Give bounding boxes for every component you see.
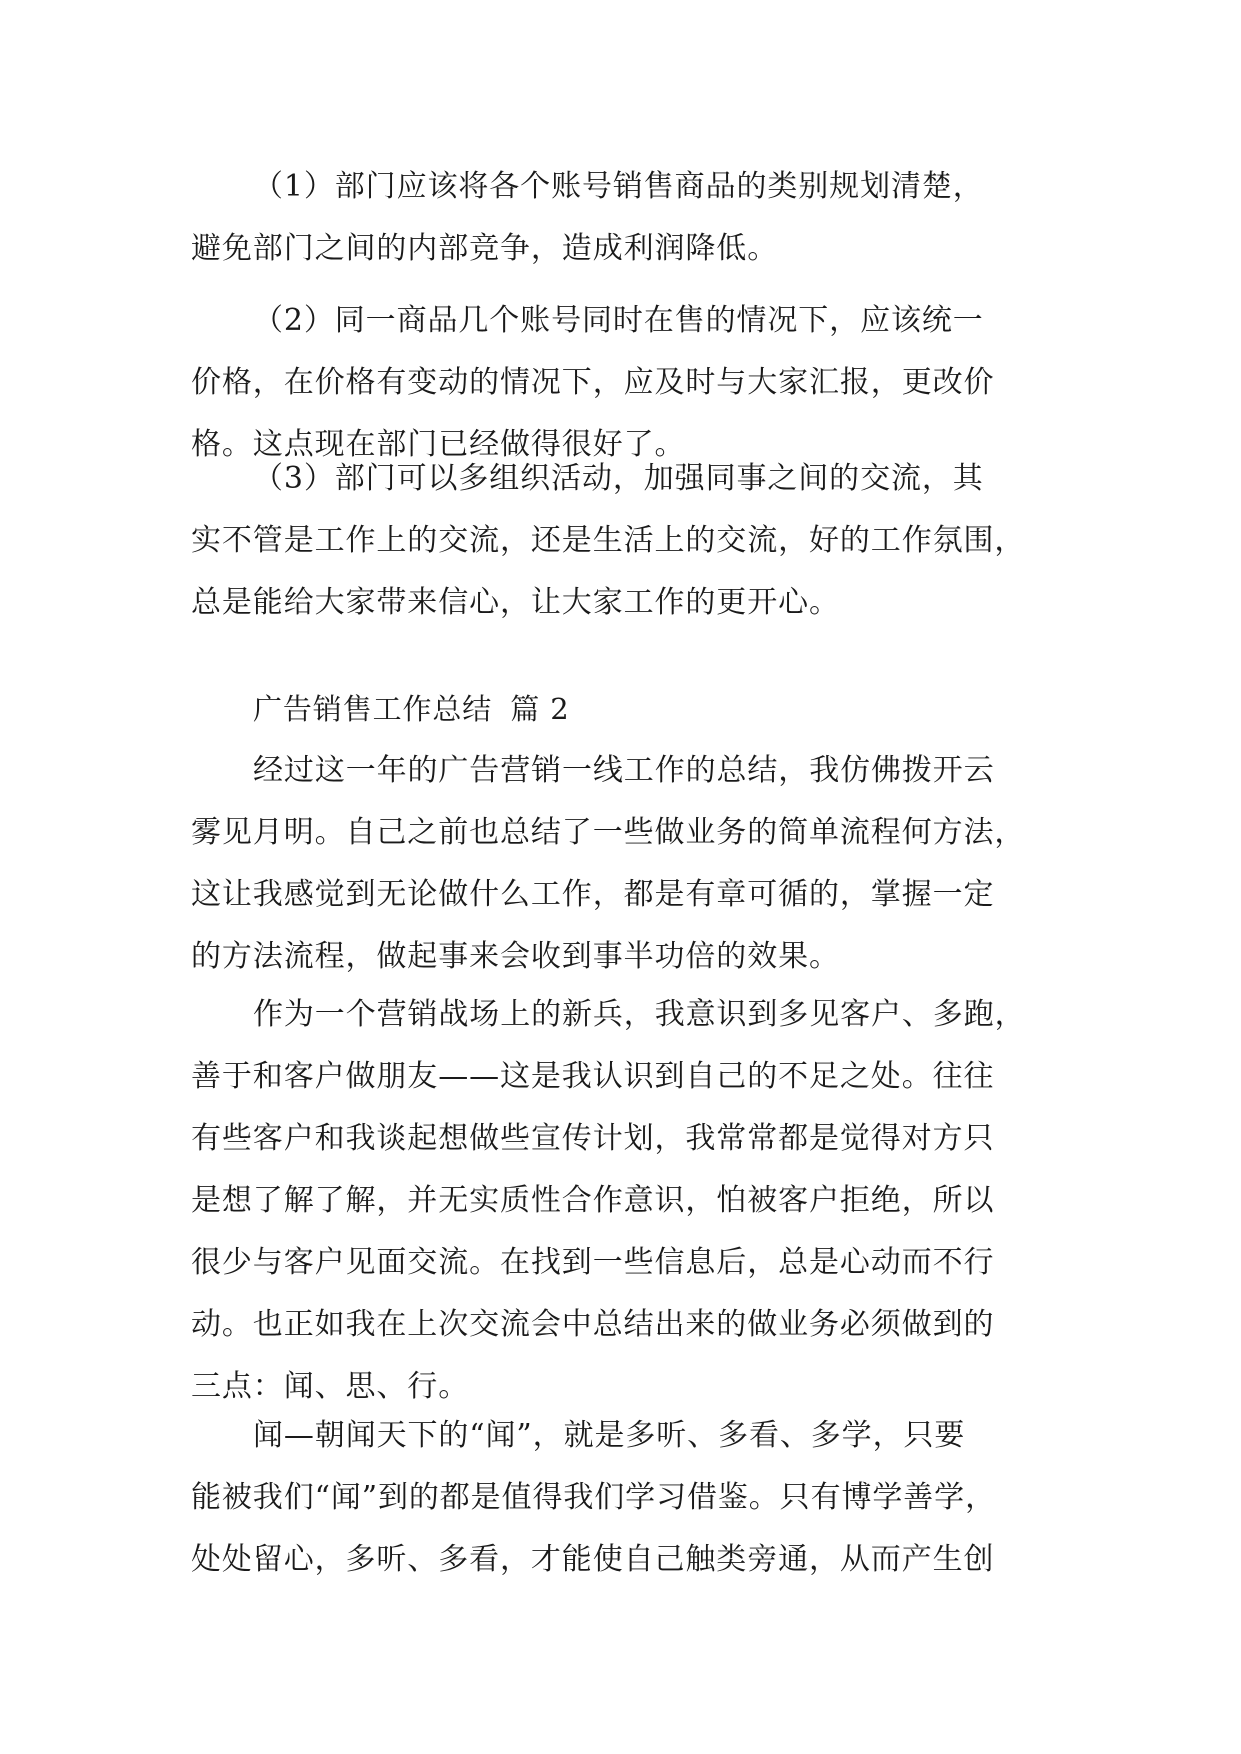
heading-part: 篇 2 [510,692,570,726]
paragraph-line: 避免部门之间的内部竞争，造成利润降低。 [191,231,779,266]
paragraph-line: 闻—朝闻天下的“闻”，就是多听、多看、多学，只要 [253,1418,966,1453]
paragraph-line: 的方法流程，做起事来会收到事半功倍的效果。 [191,939,840,974]
section-heading [191,678,1051,740]
paragraph-line: 处处留心，多听、多看，才能使自己触类旁通，从而产生创 [191,1542,995,1577]
paragraph-line: 格。这点现在部门已经做得很好了。 [191,427,686,462]
section-2-paragraph-1 [191,740,1051,988]
paragraph-line: 有些客户和我谈起想做些宣传计划，我常常都是觉得对方只 [191,1121,995,1156]
paragraph-line: （1）部门应该将各个账号销售商品的类别规划清楚， [253,169,984,204]
paragraph-line: 三点：闻、思、行。 [191,1369,470,1404]
paragraph-line: （3）部门可以多组织活动，加强同事之间的交流，其 [253,461,984,496]
paragraph-line: 善于和客户做朋友——这是我认识到自己的不足之处。往往 [191,1059,995,1094]
paragraph-line: （2）同一商品几个账号同时在售的情况下，应该统一 [253,303,984,338]
section-2-paragraph-2 [191,984,1051,1418]
paragraph-line: 能被我们“闻”到的都是值得我们学习借鉴。只有博学善学， [191,1480,996,1515]
section-2-paragraph-3 [191,1405,1051,1591]
section-1-paragraph-1 [191,156,1051,280]
paragraph-line: 动。也正如我在上次交流会中总结出来的做业务必须做到的 [191,1307,995,1342]
paragraph-line: 实不管是工作上的交流，还是生活上的交流，好的工作氛围， [191,523,1026,558]
section-2-heading [191,678,1051,740]
paragraph-line: 经过这一年的广告营销一线工作的总结，我仿佛拨开云 [253,753,995,788]
paragraph-line: 作为一个营销战场上的新兵，我意识到多见客户、多跑， [253,997,1026,1032]
paragraph-line: 价格，在价格有变动的情况下，应及时与大家汇报，更改价 [191,365,995,400]
paragraph-line: 是想了解了解，并无实质性合作意识，怕被客户拒绝，所以 [191,1183,995,1218]
heading-title: 广告销售工作总结 [253,692,493,726]
paragraph-line: 雾见月明。自己之前也总结了一些做业务的简单流程何方法， [191,815,1026,850]
section-1-paragraph-3 [191,448,1051,634]
paragraph-line: 总是能给大家带来信心，让大家工作的更开心。 [191,585,840,620]
paragraph-line: 很少与客户见面交流。在找到一些信息后，总是心动而不行 [191,1245,995,1280]
paragraph-line: 这让我感觉到无论做什么工作，都是有章可循的，掌握一定 [191,877,995,912]
